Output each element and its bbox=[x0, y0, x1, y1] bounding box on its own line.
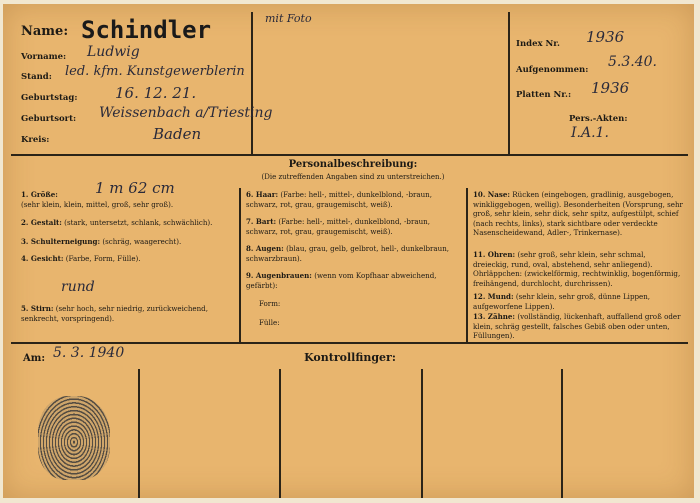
field-gesicht bbox=[21, 254, 233, 264]
field-label: 13. Zähne: bbox=[473, 312, 516, 321]
personal-subtitle: (Die zutreffenden Angaben sind zu unterstreichen.) bbox=[261, 173, 445, 181]
divider bbox=[279, 369, 281, 498]
field-options: (stark, untersetzt, schlank, schwächlich). bbox=[64, 218, 213, 227]
akten-label: Pers.-Akten: bbox=[569, 114, 628, 124]
field-mund bbox=[473, 292, 683, 311]
divider bbox=[11, 342, 688, 344]
field-ohren bbox=[473, 250, 683, 288]
field-label: 6. Haar: bbox=[246, 190, 279, 199]
field-options: (vollständig, lückenhaft, auffallend groß oder klein, schräg gestellt, falsches Gebiß oben oder unten, Füllungen). bbox=[473, 312, 681, 341]
stand-value: led. kfm. Kunstgewerblerin bbox=[65, 64, 245, 79]
name-label: Name: bbox=[21, 24, 69, 39]
field-options: Rücken (eingebogen, gradlinig, ausgebogen, winkliggebogen, wellig). Besonderheiten (Vorsprung, sehr groß, sehr klein, sehr dick, sehr spitz, aufgestülpt, schief (nach rechts, links), stark sichtbare oder verdeckte Nasenscheidewand, Adler-, Trinkernase). bbox=[473, 190, 683, 238]
form-label: Form: bbox=[259, 299, 281, 308]
field-label: 10. Nase: bbox=[473, 190, 511, 199]
field-bart bbox=[246, 217, 461, 236]
field-label: 4. Gesicht: bbox=[21, 254, 64, 263]
field-options: (Farbe, Form, Fülle). bbox=[65, 254, 141, 263]
aufgenommen-label: Aufgenommen: bbox=[516, 65, 589, 75]
field-options: (Farbe: hell-, mittel-, dunkelblond, -braun, schwarz, rot, grau, graugemischt, weiß). bbox=[246, 190, 432, 209]
platten-value: 1936 bbox=[591, 79, 630, 97]
field-label: 8. Augen: bbox=[246, 244, 284, 253]
am-label: Am: bbox=[23, 353, 46, 364]
fingerprint bbox=[38, 396, 110, 480]
field-label: 5. Stirn: bbox=[21, 304, 54, 313]
stand-label: Stand: bbox=[21, 72, 52, 82]
field-zaehne bbox=[473, 312, 683, 341]
field-gestalt bbox=[21, 218, 233, 228]
field-label: 3. Schulterneigung: bbox=[21, 237, 101, 246]
field-augenbrauen bbox=[246, 271, 461, 290]
platten-label: Platten Nr.: bbox=[516, 90, 572, 100]
kreis-label: Kreis: bbox=[21, 135, 50, 145]
geburtsort-label: Geburtsort: bbox=[21, 114, 77, 124]
field-nase bbox=[473, 190, 683, 238]
am-value: 5. 3. 1940 bbox=[53, 345, 125, 361]
aufgenommen-value: 5.3.40. bbox=[608, 54, 657, 70]
field-options: (schräg, waagerecht). bbox=[102, 237, 182, 246]
field-label: 9. Augenbrauen: bbox=[246, 271, 312, 280]
name-value: Schindler bbox=[81, 16, 212, 44]
divider bbox=[561, 369, 563, 498]
field-schulter bbox=[21, 237, 233, 247]
groesse-value: 1 m 62 cm bbox=[95, 179, 175, 197]
geburtsort-value: Weissenbach a/Triesting bbox=[99, 105, 273, 121]
field-options: (sehr klein, sehr groß, dünne Lippen, aufgeworfene Lippen). bbox=[473, 292, 651, 311]
kontroll-title: Kontrollfinger: bbox=[304, 351, 396, 364]
divider bbox=[466, 188, 468, 342]
field-options: (wenn vom Kopfhaar abweichend, gefärbt): bbox=[246, 271, 437, 290]
registration-card bbox=[3, 4, 694, 498]
divider bbox=[239, 188, 241, 342]
field-label: 2. Gestalt: bbox=[21, 218, 62, 227]
personal-title: Personalbeschreibung: bbox=[288, 159, 418, 170]
gesicht-value: rund bbox=[61, 279, 95, 295]
geburtstag-label: Geburtstag: bbox=[21, 93, 78, 103]
divider bbox=[251, 12, 253, 154]
field-stirn bbox=[21, 304, 233, 323]
field-options: (sehr groß, sehr klein, sehr schmal, dreieckig, rund, oval, abstehend, sehr anliegend). Ohrläppchen: (zwickelförmig, rechtwinklig, bogenförmig, freihängend, durchlocht, durchrissen). bbox=[473, 250, 681, 288]
divider bbox=[138, 369, 140, 498]
divider bbox=[508, 12, 510, 154]
divider bbox=[421, 369, 423, 498]
fuelle-label: Fülle: bbox=[259, 318, 280, 327]
field-options: (Farbe: hell-, mittel-, dunkelblond, -braun, schwarz, rot, grau, graugemischt, weiß). bbox=[246, 217, 430, 236]
field-label: 11. Ohren: bbox=[473, 250, 516, 259]
akten-value: I.A.1. bbox=[571, 125, 609, 141]
vorname-label: Vorname: bbox=[21, 52, 67, 62]
vorname-value: Ludwig bbox=[87, 44, 140, 60]
field-options: (sehr hoch, sehr niedrig, zurückweichend, senkrecht, vorspringend). bbox=[21, 304, 208, 323]
field-options: (sehr klein, klein, mittel, groß, sehr groß). bbox=[21, 199, 174, 209]
index-value: 1936 bbox=[586, 28, 625, 46]
field-label: 7. Bart: bbox=[246, 217, 277, 226]
field-options: (blau, grau, gelb, gelbrot, hell-, dunkelbraun, schwarzbraun). bbox=[246, 244, 450, 263]
kreis-value: Baden bbox=[153, 125, 202, 143]
field-label: 12. Mund: bbox=[473, 292, 514, 301]
field-augen bbox=[246, 244, 461, 263]
photo-note: mit Foto bbox=[265, 12, 312, 25]
divider bbox=[11, 154, 688, 156]
index-label: Index Nr. bbox=[516, 39, 560, 49]
field-label: 1. Größe: bbox=[21, 190, 58, 199]
geburtstag-value: 16. 12. 21. bbox=[115, 84, 197, 102]
field-haar bbox=[246, 190, 461, 209]
